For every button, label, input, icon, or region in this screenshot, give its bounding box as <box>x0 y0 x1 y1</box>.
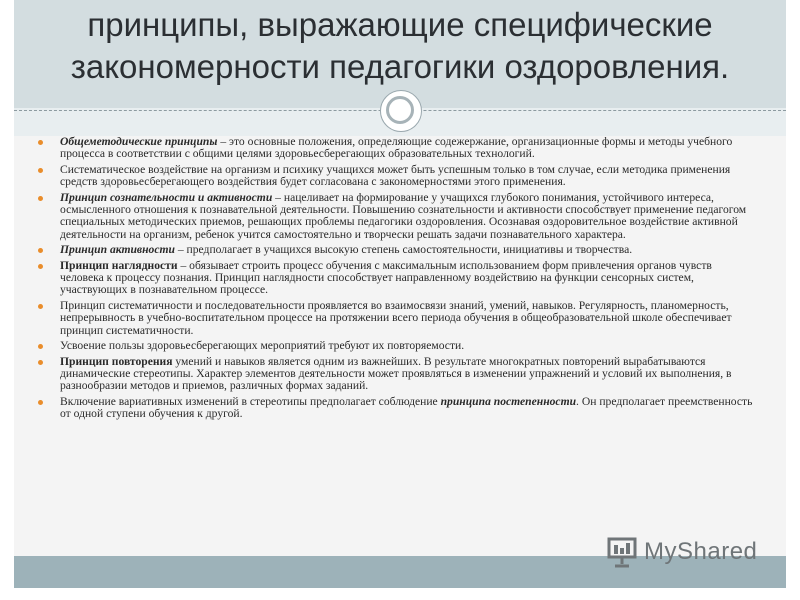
slide-title: принципы, выражающие специфические закономерности педагогики оздоровления. <box>70 6 730 85</box>
bullet-text: – обязывает строить процесс обучения с максимальным использованием форм привлечения органов чувств человека к процессу познания. Принцип наглядности способствует направленному воздействию на функции сенсорных систем, участвующих в познавательном процессе. <box>60 258 712 297</box>
bullet-item <box>38 356 758 393</box>
bullet-emphasis-text: Принцип активности <box>60 243 175 257</box>
bullet-text: умений и навыков является одним из важнейших. В результате многократных повторений вырабатываются динамические стереотипы. Характер элементов деятельности может проявляться в изменении упражнений и условий их выполнения, в разнообразии методов и приемов, различных формах заданий. <box>60 354 732 393</box>
divider-circle-inner-ring <box>386 96 414 124</box>
bullet-item <box>38 136 758 161</box>
myshared-logo <box>606 536 766 568</box>
bullet-emphasis-text: Принцип сознательности и активности <box>60 190 273 204</box>
bullet-item <box>38 244 758 256</box>
bullet-text: – предполагает в учащихся высокую степень самостоятельности, инициативы и творчества. <box>174 243 633 257</box>
projector-screen-icon <box>606 536 640 568</box>
bullet-dot-icon <box>38 264 43 269</box>
bullet-item <box>38 260 758 297</box>
bullet-item <box>38 340 758 352</box>
bullet-text: – это основные положения, определяющие содежержание, организационные формы и методы учебного процесса в соответствии с общими целями здоровьесберегающих образовательных технологий. <box>60 135 733 161</box>
bullet-item <box>38 396 758 421</box>
bullet-text: Включение вариативных изменений в стереотипы предполагает соблюдение <box>60 394 441 408</box>
bullet-item <box>38 192 758 242</box>
bullet-text: – нацеливает на формирование у учащихся глубокого понимания, устойчивого интереса, осмысленного отношения к познавательной деятельности. Повышению сознательности и активности способствует применение педагогом специальных методических приемов, решающих проблемы педагогики оздоровления. Осознавая оздоровительное воздействие активной деятельности на организм, ребенок учится самостоятельно и творчески решать задачи познавательного характера. <box>60 190 747 241</box>
bullet-dot-icon <box>38 304 43 309</box>
bullet-text: Систематическое воздействие на организм и психику учащихся может быть успешным только в том случае, если методика применения средств здоровьесберегающего воздействия будет согласована с закономерностями этого применения. <box>60 162 731 189</box>
bullet-dot-icon <box>38 344 43 349</box>
bullet-emphasis-text: Общеметодические принципы <box>60 135 218 148</box>
bullet-emphasis-text: принципа постепенности <box>440 394 577 408</box>
bullet-text: Усвоение пользы здоровьесберегающих мероприятий требуют их повторяемости. <box>60 339 465 353</box>
bullet-item <box>38 164 758 189</box>
bullet-text: Принцип систематичности и последовательности проявляется во взаимосвязи знаний, умений, навыков. Регулярность, планомерность, непрерывность в учебно-воспитательном процессе на протяжении всего периода обучения в общеобразовательной школе обеспечивает принцип систематичности. <box>60 298 732 337</box>
bullet-text: . Он предполагает преемственность от одной ступени обучения к другой. <box>60 394 753 421</box>
bullet-emphasis-text: Принцип наглядности <box>60 258 178 272</box>
bullet-dot-icon <box>38 140 43 145</box>
bullet-dot-icon <box>38 248 43 253</box>
bullet-list <box>38 136 758 424</box>
bullet-dot-icon <box>38 196 43 201</box>
bullet-dot-icon <box>38 360 43 365</box>
bullet-emphasis-text: Принцип повторения <box>60 354 173 368</box>
bullet-item <box>38 300 758 337</box>
bullet-dot-icon <box>38 400 43 405</box>
bullet-dot-icon <box>38 168 43 173</box>
logo-text: MyShared <box>644 538 758 565</box>
